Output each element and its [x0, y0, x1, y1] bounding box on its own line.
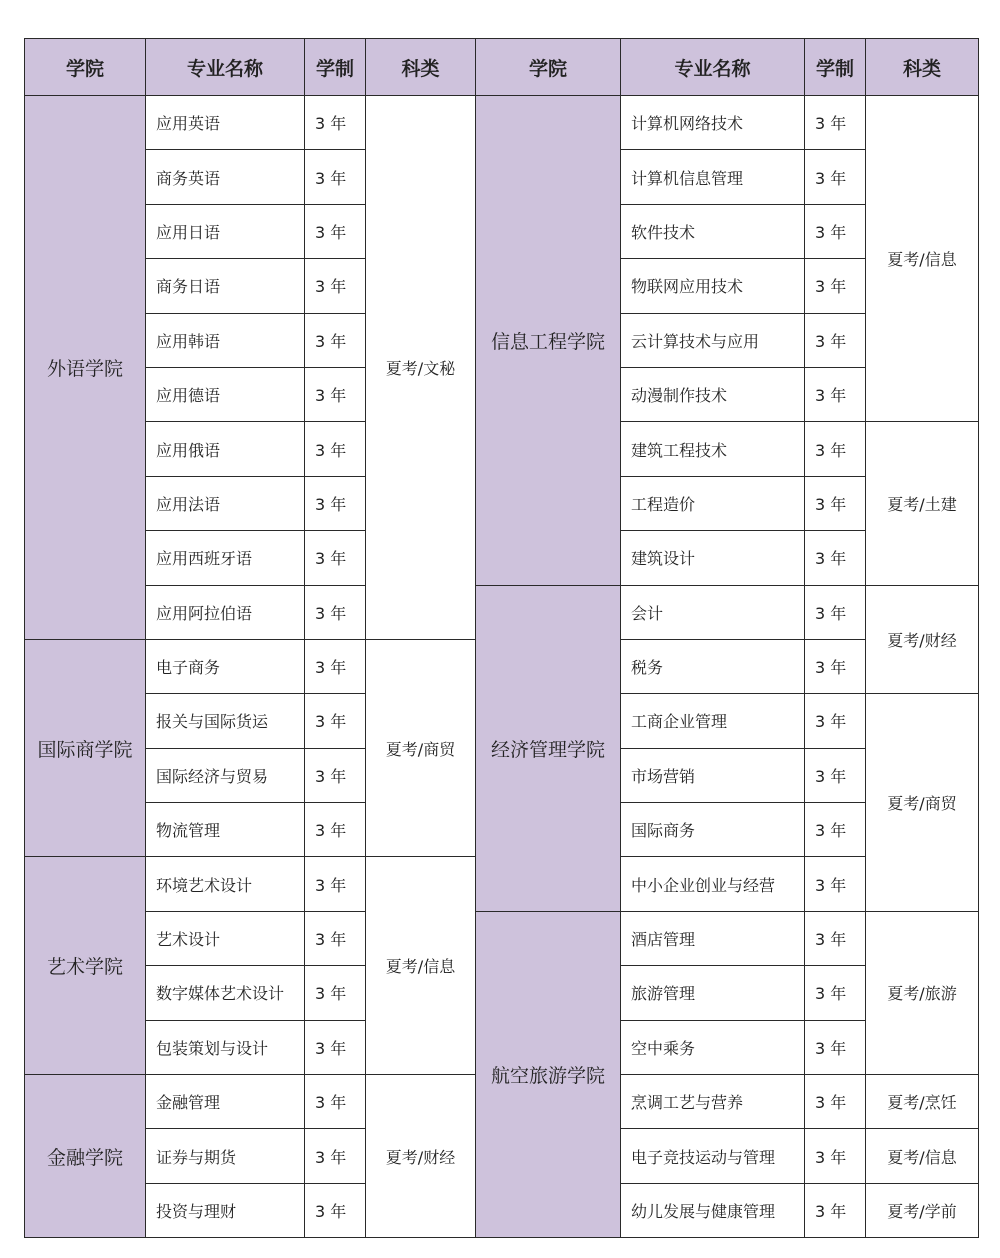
header-row: [25, 39, 979, 96]
major-name: 电子竞技运动与管理: [621, 1129, 805, 1183]
major-name: 计算机网络技术: [621, 96, 805, 150]
duration: 3 年: [805, 1075, 866, 1129]
duration: 3 年: [305, 694, 366, 748]
category: 夏考/商贸: [866, 694, 979, 912]
major-name: 应用阿拉伯语: [146, 585, 305, 639]
major-name: 物流管理: [146, 803, 305, 857]
duration: 3 年: [305, 1129, 366, 1183]
duration: 3 年: [305, 803, 366, 857]
duration: 3 年: [305, 313, 366, 367]
duration: 3 年: [805, 911, 866, 965]
category: 夏考/信息: [366, 857, 476, 1075]
college-name: 外语学院: [25, 96, 146, 640]
category: 夏考/土建: [866, 422, 979, 585]
major-name: 环境艺术设计: [146, 857, 305, 911]
major-name: 报关与国际货运: [146, 694, 305, 748]
table-row: [25, 585, 979, 639]
duration: 3 年: [805, 1183, 866, 1237]
major-name: 应用俄语: [146, 422, 305, 476]
duration: 3 年: [805, 96, 866, 150]
major-name: 会计: [621, 585, 805, 639]
major-name: 商务日语: [146, 259, 305, 313]
duration: 3 年: [305, 748, 366, 802]
major-name: 旅游管理: [621, 966, 805, 1020]
duration: 3 年: [805, 748, 866, 802]
table-row: [25, 911, 979, 965]
duration: 3 年: [805, 367, 866, 421]
category: 夏考/财经: [866, 585, 979, 694]
major-name: 国际经济与贸易: [146, 748, 305, 802]
category: 夏考/烹饪: [866, 1075, 979, 1129]
duration: 3 年: [805, 803, 866, 857]
header-duration: 学制: [805, 39, 866, 96]
duration: 3 年: [805, 585, 866, 639]
major-name: 投资与理财: [146, 1183, 305, 1237]
major-name: 税务: [621, 639, 805, 693]
major-name: 金融管理: [146, 1075, 305, 1129]
major-name: 应用西班牙语: [146, 531, 305, 585]
header-duration: 学制: [305, 39, 366, 96]
major-name: 物联网应用技术: [621, 259, 805, 313]
category: 夏考/学前: [866, 1183, 979, 1237]
major-name: 商务英语: [146, 150, 305, 204]
major-name: 应用法语: [146, 476, 305, 530]
duration: 3 年: [805, 1129, 866, 1183]
duration: 3 年: [805, 476, 866, 530]
category: 夏考/商贸: [366, 639, 476, 857]
duration: 3 年: [805, 259, 866, 313]
duration: 3 年: [305, 966, 366, 1020]
major-name: 数字媒体艺术设计: [146, 966, 305, 1020]
category: 夏考/旅游: [866, 911, 979, 1074]
duration: 3 年: [305, 204, 366, 258]
duration: 3 年: [305, 639, 366, 693]
table-row: [25, 96, 979, 150]
duration: 3 年: [305, 1183, 366, 1237]
duration: 3 年: [305, 259, 366, 313]
duration: 3 年: [805, 422, 866, 476]
major-name: 工程造价: [621, 476, 805, 530]
major-name: 建筑设计: [621, 531, 805, 585]
major-name: 包装策划与设计: [146, 1020, 305, 1074]
duration: 3 年: [305, 857, 366, 911]
duration: 3 年: [805, 694, 866, 748]
major-name: 工商企业管理: [621, 694, 805, 748]
major-name: 电子商务: [146, 639, 305, 693]
major-name: 证券与期货: [146, 1129, 305, 1183]
duration: 3 年: [305, 585, 366, 639]
header-college: 学院: [25, 39, 146, 96]
duration: 3 年: [305, 1075, 366, 1129]
category: 夏考/文秘: [366, 96, 476, 640]
duration: 3 年: [805, 204, 866, 258]
major-name: 中小企业创业与经营: [621, 857, 805, 911]
college-name: 国际商学院: [25, 639, 146, 857]
header-category: 科类: [866, 39, 979, 96]
duration: 3 年: [805, 1020, 866, 1074]
major-name: 酒店管理: [621, 911, 805, 965]
duration: 3 年: [305, 96, 366, 150]
category: 夏考/信息: [866, 1129, 979, 1183]
major-name: 应用德语: [146, 367, 305, 421]
duration: 3 年: [805, 150, 866, 204]
category: 夏考/信息: [866, 96, 979, 422]
header-category: 科类: [366, 39, 476, 96]
duration: 3 年: [305, 911, 366, 965]
duration: 3 年: [305, 1020, 366, 1074]
major-name: 应用韩语: [146, 313, 305, 367]
major-name: 幼儿发展与健康管理: [621, 1183, 805, 1237]
major-name: 建筑工程技术: [621, 422, 805, 476]
college-name: 艺术学院: [25, 857, 146, 1075]
duration: 3 年: [305, 531, 366, 585]
header-major: 专业名称: [146, 39, 305, 96]
major-name: 艺术设计: [146, 911, 305, 965]
header-major: 专业名称: [621, 39, 805, 96]
major-name: 动漫制作技术: [621, 367, 805, 421]
duration: 3 年: [805, 966, 866, 1020]
duration: 3 年: [305, 422, 366, 476]
major-name: 云计算技术与应用: [621, 313, 805, 367]
major-name: 空中乘务: [621, 1020, 805, 1074]
college-name: 金融学院: [25, 1075, 146, 1238]
college-name: 航空旅游学院: [476, 911, 621, 1237]
duration: 3 年: [805, 857, 866, 911]
major-name: 软件技术: [621, 204, 805, 258]
college-name: 信息工程学院: [476, 96, 621, 586]
major-name: 计算机信息管理: [621, 150, 805, 204]
major-name: 国际商务: [621, 803, 805, 857]
duration: 3 年: [805, 639, 866, 693]
duration: 3 年: [305, 367, 366, 421]
duration: 3 年: [305, 476, 366, 530]
major-name: 应用日语: [146, 204, 305, 258]
header-college: 学院: [476, 39, 621, 96]
major-name: 应用英语: [146, 96, 305, 150]
category: 夏考/财经: [366, 1075, 476, 1238]
duration: 3 年: [305, 150, 366, 204]
major-table: [24, 38, 979, 1238]
duration: 3 年: [805, 531, 866, 585]
college-name: 经济管理学院: [476, 585, 621, 911]
major-name: 市场营销: [621, 748, 805, 802]
duration: 3 年: [805, 313, 866, 367]
major-name: 烹调工艺与营养: [621, 1075, 805, 1129]
